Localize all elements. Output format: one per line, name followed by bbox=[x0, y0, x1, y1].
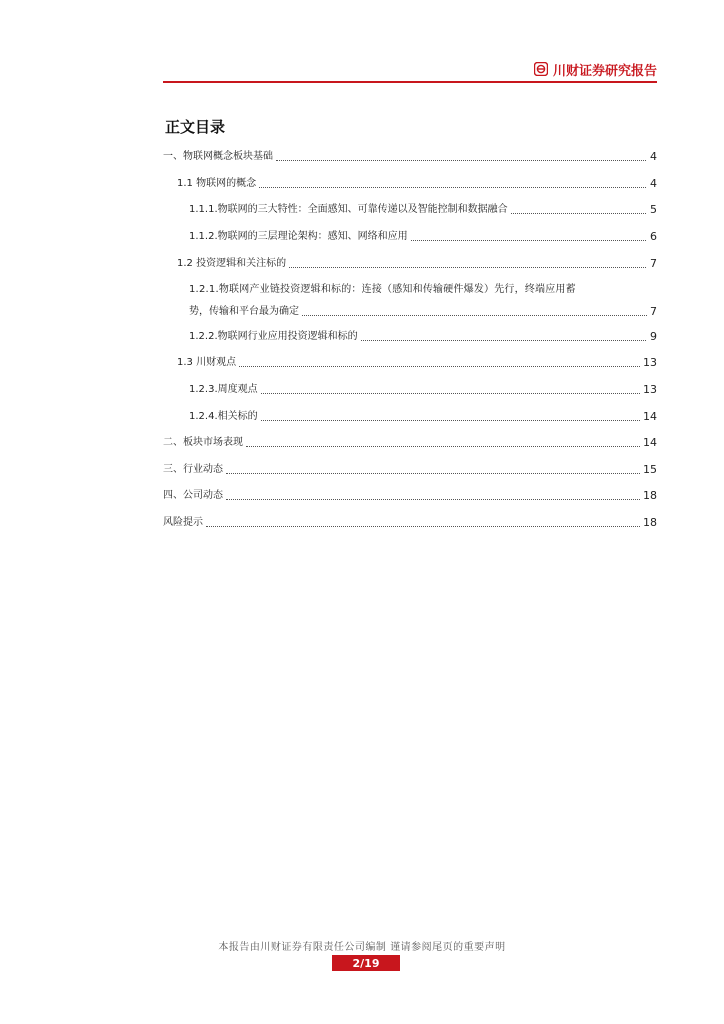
toc-entry[interactable] bbox=[189, 283, 657, 319]
toc-entry-page: 14 bbox=[643, 410, 657, 423]
toc-entry[interactable] bbox=[177, 177, 657, 191]
brand bbox=[534, 60, 657, 79]
toc-entry-label: 风险提示 bbox=[163, 517, 203, 528]
toc-entry-page: 7 bbox=[650, 257, 657, 270]
toc-entry[interactable] bbox=[189, 330, 657, 344]
page-number-badge: 2/19 bbox=[332, 955, 400, 971]
toc-entry-label: 一、物联网概念板块基础 bbox=[163, 151, 273, 162]
toc-entry-label: 1.2.2.物联网行业应用投资逻辑和标的 bbox=[189, 331, 358, 342]
leader-dots bbox=[246, 446, 640, 447]
toc-entry-page: 14 bbox=[643, 436, 657, 449]
chuancai-logo-icon bbox=[534, 62, 548, 76]
toc-entry-label: 1.1.1.物联网的三大特性：全面感知、可靠传递以及智能控制和数据融合 bbox=[189, 204, 508, 215]
toc-entry-label: 1.2.1.物联网产业链投资逻辑和标的：连接（感知和传输硬件爆发）先行，终端应用蓄 bbox=[189, 284, 576, 295]
leader-dots bbox=[302, 315, 647, 316]
leader-dots bbox=[226, 473, 640, 474]
toc-entry-label: 三、行业动态 bbox=[163, 464, 223, 475]
page-header bbox=[163, 58, 657, 80]
toc-entry-page: 13 bbox=[643, 383, 657, 396]
toc-entry[interactable] bbox=[163, 436, 657, 450]
toc-entry-page: 13 bbox=[643, 356, 657, 369]
toc-entry[interactable] bbox=[189, 383, 657, 397]
toc-entry-label: 1.1 物联网的概念 bbox=[177, 178, 257, 189]
leader-dots bbox=[511, 213, 646, 214]
toc-entry-page: 9 bbox=[650, 330, 657, 343]
leader-dots bbox=[226, 499, 640, 500]
toc-entry-label: 1.3 川财观点 bbox=[177, 357, 237, 368]
footer-disclaimer: 本报告由川财证券有限责任公司编制 谨请参阅尾页的重要声明 bbox=[218, 942, 506, 953]
toc-entry-page: 18 bbox=[643, 516, 657, 529]
header-divider bbox=[163, 81, 657, 83]
toc-entry-page: 4 bbox=[650, 150, 657, 163]
toc-entry[interactable] bbox=[163, 463, 657, 477]
toc-entry[interactable] bbox=[189, 203, 657, 217]
leader-dots bbox=[261, 393, 640, 394]
toc-entry-label: 四、公司动态 bbox=[163, 490, 223, 501]
brand-name: 川财证券研究报告 bbox=[552, 63, 657, 79]
leader-dots bbox=[289, 267, 646, 268]
toc-entry[interactable] bbox=[163, 489, 657, 503]
toc-entry[interactable] bbox=[189, 230, 657, 244]
toc-entry-label: 1.1.2.物联网的三层理论架构：感知、网络和应用 bbox=[189, 231, 408, 242]
leader-dots bbox=[259, 187, 646, 188]
toc-entry[interactable] bbox=[177, 356, 657, 370]
toc-entry-page: 18 bbox=[643, 489, 657, 502]
toc-entry[interactable] bbox=[163, 150, 657, 164]
toc-entry-page: 15 bbox=[643, 463, 657, 476]
toc-entry-page: 5 bbox=[650, 203, 657, 216]
toc-entry-label-continued: 势，传输和平台最为确定 bbox=[189, 306, 299, 317]
toc-entry-page: 7 bbox=[650, 305, 657, 318]
leader-dots bbox=[261, 420, 640, 421]
leader-dots bbox=[276, 160, 646, 161]
leader-dots bbox=[361, 340, 646, 341]
toc-entry[interactable] bbox=[163, 516, 657, 530]
toc-title: 正文目录 bbox=[165, 118, 226, 136]
leader-dots bbox=[206, 526, 640, 527]
leader-dots bbox=[411, 240, 646, 241]
leader-dots bbox=[239, 366, 640, 367]
toc-entry-label: 1.2.3.周度观点 bbox=[189, 384, 258, 395]
toc-entry[interactable] bbox=[177, 257, 657, 271]
toc-entry-page: 4 bbox=[650, 177, 657, 190]
toc-entry-label: 1.2.4.相关标的 bbox=[189, 411, 258, 422]
toc-entry-label: 1.2 投资逻辑和关注标的 bbox=[177, 258, 287, 269]
toc-entry-label: 二、板块市场表现 bbox=[163, 437, 243, 448]
toc-entry[interactable] bbox=[189, 410, 657, 424]
toc-entry-page: 6 bbox=[650, 230, 657, 243]
